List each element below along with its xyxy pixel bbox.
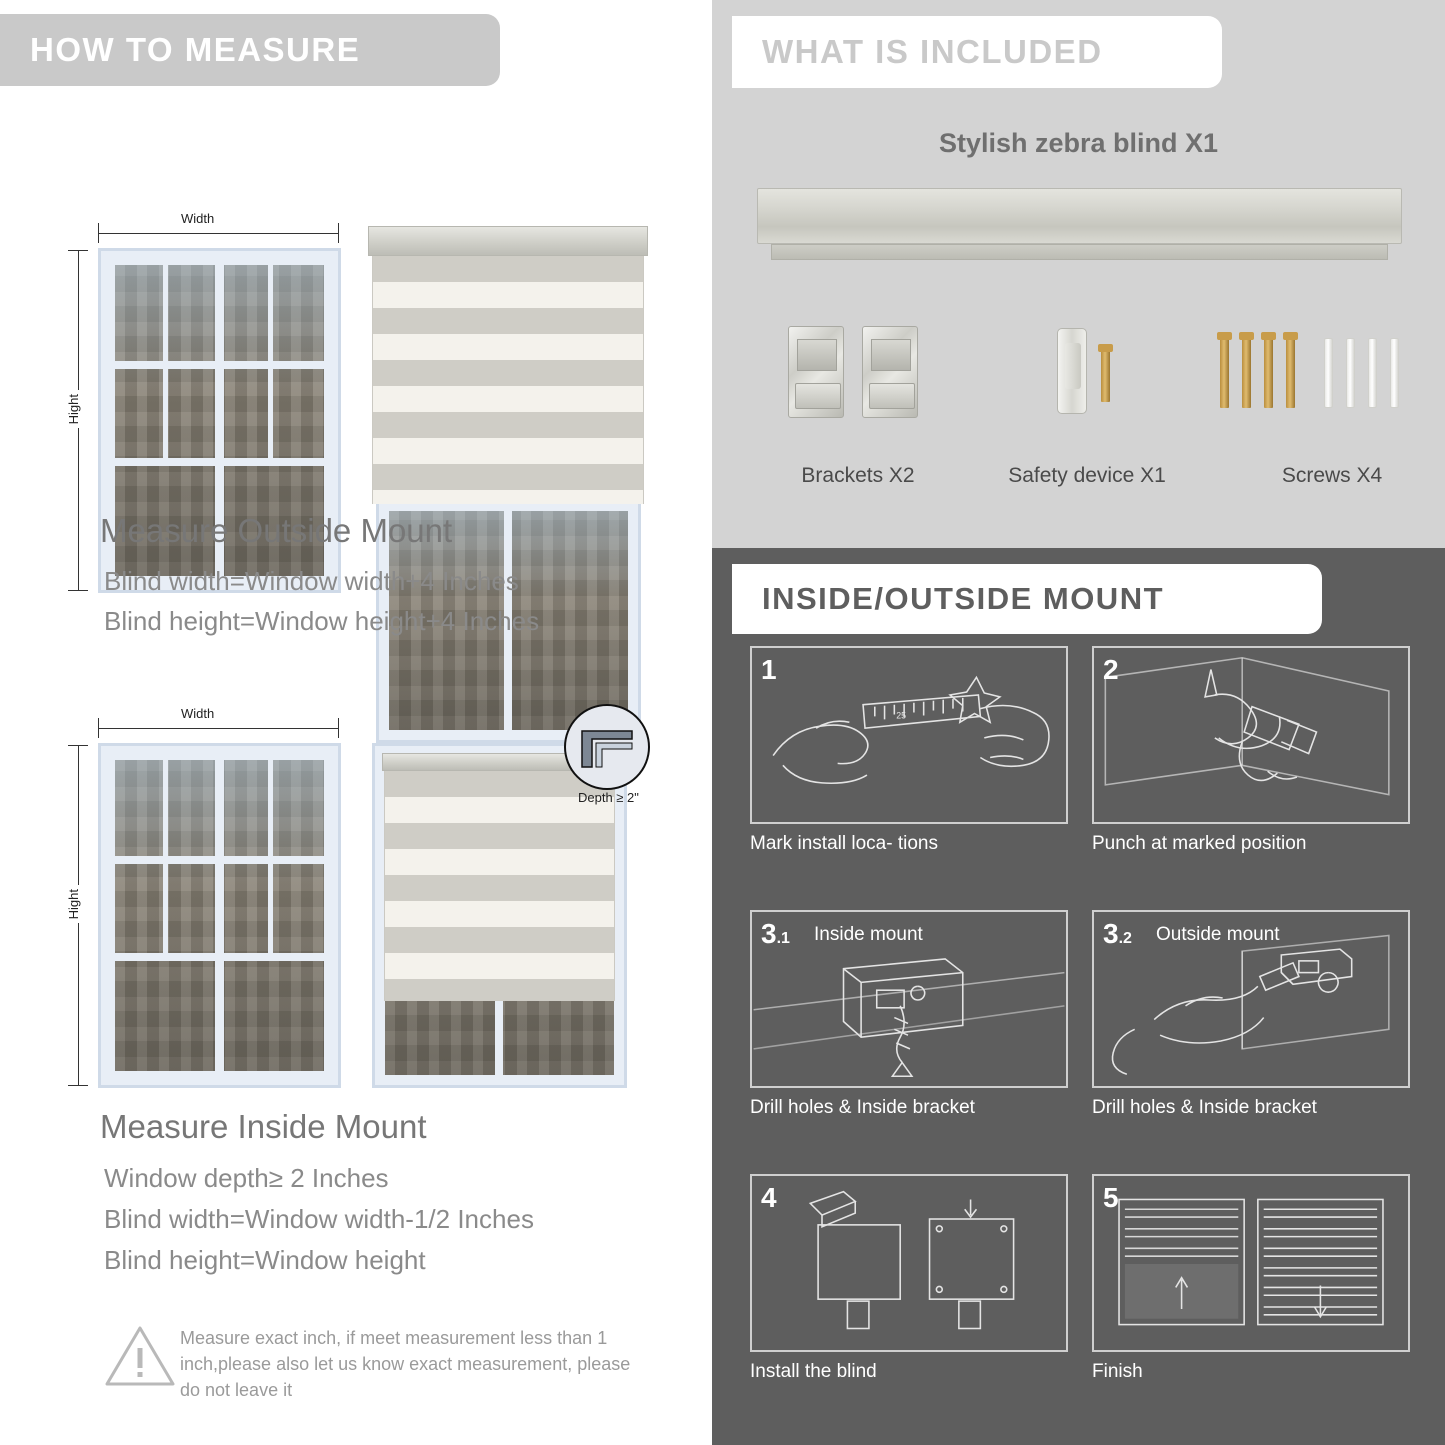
window-inside: [98, 743, 341, 1088]
step-1-caption: Mark install loca- tions: [750, 833, 938, 854]
inside-mount-illustration: [0, 695, 712, 1105]
step-3-2-number: 3.2: [1103, 918, 1132, 949]
screw-icon-1: [1220, 338, 1229, 408]
outside-mount-line-2: Blind height=Window height+4 Inches: [104, 606, 540, 636]
mullion-sub-4: [268, 361, 273, 457]
inside-width-tick-left: [98, 718, 99, 738]
anchor-icon-4: [1390, 338, 1399, 408]
mullion-sub-3: [163, 361, 168, 457]
warning-triangle-icon: [104, 1322, 176, 1390]
zebra-blind-product-image: [757, 188, 1402, 266]
mullion-horizontal-2: [115, 458, 324, 466]
step-3-2-inline-label: Outside mount: [1156, 924, 1280, 945]
blind-headrail-product: [757, 188, 1402, 244]
what-is-included-title: WHAT IS INCLUDED: [762, 33, 1103, 70]
blind-fabric-inside: [384, 771, 615, 1001]
blind-headrail-outside: [368, 226, 648, 256]
anchor-icon-1: [1324, 338, 1333, 408]
inside-width-dim-line: [98, 728, 338, 729]
step-5-number: 5: [1103, 1182, 1119, 1213]
mullion-sub-inside-3: [163, 856, 168, 952]
anchor-icon-3: [1368, 338, 1377, 408]
hand-tape-measure-icon: [752, 648, 1066, 822]
depth-label: Depth ≥ 2": [578, 790, 639, 805]
outside-width-dim-line: [98, 233, 338, 234]
safety-device-label: Safety device X1: [1008, 464, 1166, 487]
step-3-1: [750, 910, 1068, 1119]
step-4-image: [750, 1174, 1068, 1352]
mullion-vertical-inside: [215, 760, 224, 1071]
bracket-icon-1: [788, 326, 844, 418]
brackets-label: Brackets X2: [801, 464, 915, 487]
step-5-caption: Finish: [1092, 1361, 1143, 1382]
step-3-1-inline-label: Inside mount: [814, 924, 923, 945]
mullion-horizontal-inside-1: [115, 856, 324, 864]
inside-mount-heading: Measure Inside Mount: [100, 1108, 427, 1145]
bracket-icon-2: [862, 326, 918, 418]
right-column: [712, 0, 1445, 1445]
product-title: Stylish zebra blind X1: [938, 128, 1219, 158]
outside-height-tick-bottom: [68, 590, 88, 591]
outside-height-label-wrap: [66, 390, 81, 428]
outside-width-label-wrap: [175, 210, 220, 228]
step-2-number: 2: [1103, 654, 1119, 685]
svg-text:25: 25: [896, 710, 907, 721]
inside-width-label-wrap: [175, 705, 220, 723]
outside-height-tick-top: [68, 250, 88, 251]
screws-label: Screws X4: [1281, 464, 1383, 487]
inside-mount-line-3: Blind height=Window height: [104, 1245, 426, 1275]
step-2: [1092, 646, 1410, 855]
mullion-sub-2: [268, 265, 273, 361]
inside-outside-mount-title: INSIDE/OUTSIDE MOUNT: [762, 581, 1165, 616]
anchor-icon-2: [1346, 338, 1355, 408]
outside-mount-illustration: [0, 100, 712, 510]
step-3-1-caption: Drill holes & Inside bracket: [750, 1097, 975, 1118]
step-4-caption: Install the blind: [750, 1361, 877, 1382]
screw-icon-2: [1242, 338, 1251, 408]
screw-icon-4: [1286, 338, 1295, 408]
inside-width-tick-right: [338, 718, 339, 738]
outside-width-tick-right: [338, 223, 339, 243]
depth-callout-icon: [552, 695, 662, 805]
step-3-2-image: [1092, 910, 1410, 1088]
safety-device-icon: [1057, 328, 1087, 414]
step-3-1-number: 3.1: [761, 918, 790, 949]
how-to-measure-title: HOW TO MEASURE: [30, 31, 361, 68]
outside-width-tick-left: [98, 223, 99, 243]
how-to-measure-section: [0, 0, 712, 1445]
step-3-1-image: [750, 910, 1068, 1088]
how-to-measure-banner: [0, 14, 500, 86]
screw-icon-3: [1264, 338, 1273, 408]
step-3-2: [1092, 910, 1410, 1119]
measure-note: Measure exact inch, if meet measurement less than 1 inch,please also let us know exact measurement, please do not leave it: [180, 1328, 631, 1401]
inside-height-label-wrap: [66, 885, 81, 923]
mullion-sub-inside-2: [268, 760, 273, 856]
inside-height-tick-bottom: [68, 1085, 88, 1086]
blind-install-icon: [752, 1176, 1066, 1350]
mullion-horizontal-1: [115, 361, 324, 369]
step-1-number: 1: [761, 654, 777, 685]
inside-mount-line-2: Blind width=Window width-1/2 Inches: [104, 1204, 534, 1234]
step-2-caption: Punch at marked position: [1092, 833, 1307, 854]
step-1-image: [750, 646, 1068, 824]
outside-height-label: Hight: [66, 394, 81, 425]
step-2-image: [1092, 646, 1410, 824]
mullion-horizontal-inside-2: [115, 953, 324, 961]
inside-height-label: Hight: [66, 889, 81, 920]
outside-mount-line-1: Blind width=Window width+4 Inches: [104, 566, 519, 596]
included-parts-row: [712, 300, 1445, 487]
mullion-sub-inside-4: [268, 856, 273, 952]
step-3-2-caption: Drill holes & Inside bracket: [1092, 1097, 1317, 1118]
mullion-sub-inside-1: [163, 760, 168, 856]
step-4-number: 4: [761, 1182, 777, 1213]
inside-height-tick-top: [68, 745, 88, 746]
step-1: [750, 646, 1068, 855]
blind-fabric-outside: [372, 256, 644, 504]
inside-mount-line-1: Window depth≥ 2 Inches: [104, 1163, 389, 1193]
outside-mount-heading: Measure Outside Mount: [100, 512, 453, 549]
inside-outside-mount-banner: [732, 564, 1322, 634]
step-5-image: [1092, 1174, 1410, 1352]
step-4: [750, 1174, 1068, 1383]
finished-blind-icon: [1094, 1176, 1408, 1350]
what-is-included-panel: [712, 0, 1445, 548]
step-5: [1092, 1174, 1410, 1383]
inside-width-label: Width: [181, 706, 215, 721]
power-drill-icon: [1094, 648, 1408, 822]
blind-bottomrail-product: [771, 244, 1388, 260]
safety-screw-icon: [1101, 350, 1110, 402]
outside-width-label: Width: [181, 211, 215, 226]
window-inside-glass: [115, 760, 324, 1071]
mullion-sub-1: [163, 265, 168, 361]
what-is-included-banner: [732, 16, 1222, 88]
